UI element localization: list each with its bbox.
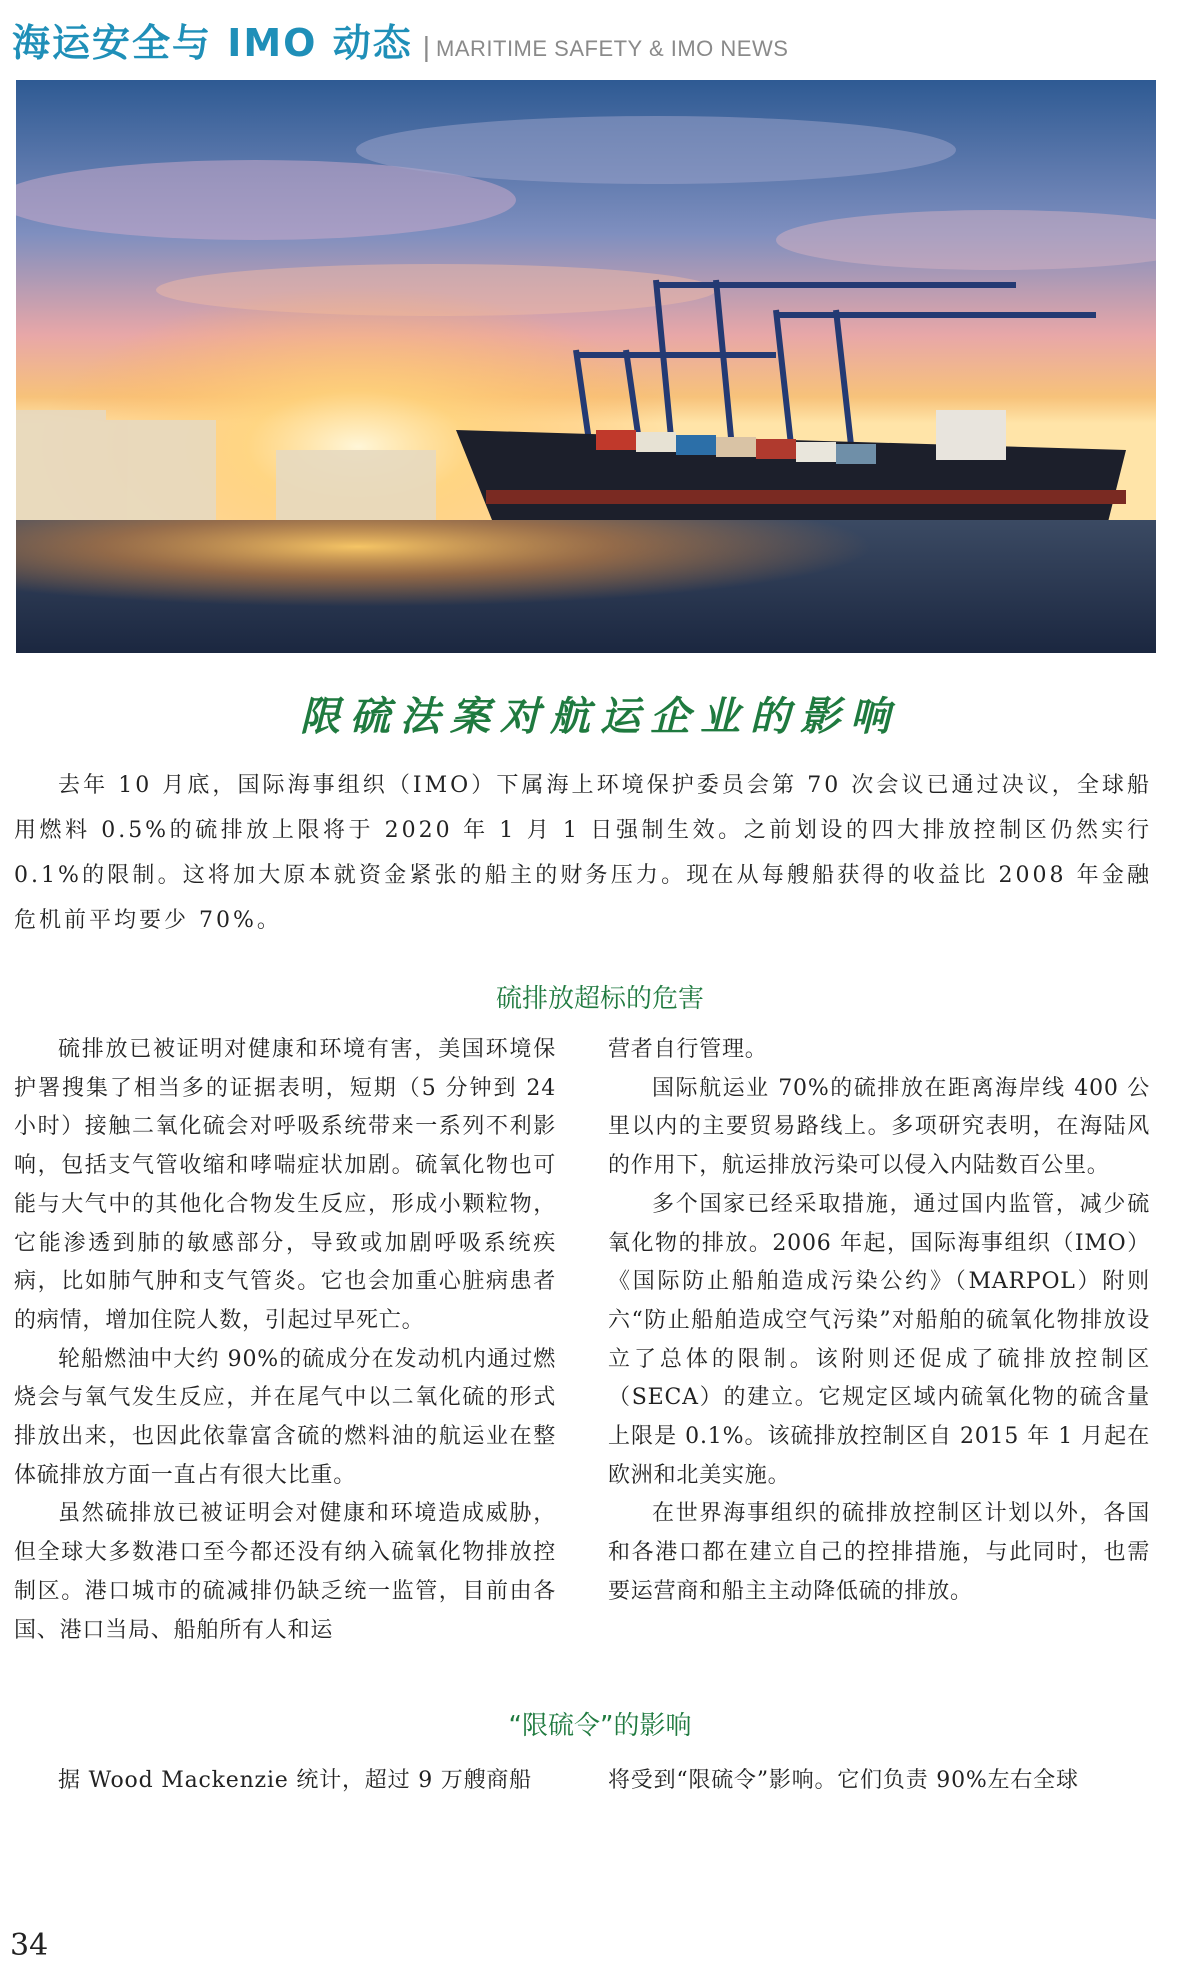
header-title-en: MARITIME SAFETY & IMO NEWS bbox=[436, 36, 789, 61]
section-heading-sulfur-harm: 硫排放超标的危害 bbox=[495, 984, 704, 1014]
intro-paragraph: 去年 10 月底，国际海事组织（IMO）下属海上环境保护委员会第 70 次会议已通过决议，全球船用燃料 0.5%的硫排放上限将于 2020 年 1 月 1 日强制生效。之前划设的四大排放控制区仍然实行 0.1%的限制。这将加大原本就资金紧张的船主的财务压力。现在从每艘船获得的收益比 2008 年金融危机前平均要少 70%。 bbox=[14, 773, 1152, 933]
paragraph-continuation: 营者自行管理。 bbox=[608, 1037, 768, 1062]
right-column bbox=[608, 1031, 1150, 1612]
paragraph: 据 Wood Mackenzie 统计，超过 9 万艘商船 bbox=[58, 1768, 532, 1793]
left-column-bottom bbox=[14, 1762, 556, 1801]
port-sunset-photo bbox=[16, 80, 1156, 653]
paragraph: 多个国家已经采取措施，通过国内监管，减少硫氧化物的排放。2006 年起，国际海事组织（IMO）《国际防止船舶造成污染公约》（MARPOL）附则六“防止船舶造成空气污染”对船舶的硫氧化物排放设立了总体的限制。该附则还促成了硫排放控制区（SECA）的建立。它规定区域内硫氧化物的硫含量上限是 0.1%。该硫排放控制区自 2015 年 1 月起在欧洲和北美实施。 bbox=[608, 1191, 1150, 1488]
paragraph: 硫排放已被证明对健康和环境有害，美国环境保护署搜集了相当多的证据表明，短期（5 分钟到 24 小时）接触二氧化硫会对呼吸系统带来一系列不利影响，包括支气管收缩和哮喘症状加剧。硫氧化物也可能与大气中的其他化合物发生反应，形成小颗粒物，它能渗透到肺的敏感部分，导致或加剧呼吸系统疾病，比如肺气肿和支气管炎。它也会加重心脏病患者的病情，增加住院人数，引起过早死亡。 bbox=[14, 1037, 556, 1333]
header-title-cn: 海运安全与 IMO 动态 bbox=[12, 21, 413, 65]
paragraph: 虽然硫排放已被证明会对健康和环境造成威胁，但全球大多数港口至今都还没有纳入硫氧化物排放控制区。港口城市的硫减排仍缺乏统一监管，目前由各国、港口当局、船舶所有人和运 bbox=[14, 1501, 556, 1643]
paragraph-continuation: 将受到“限硫令”影响。它们负责 90%左右全球 bbox=[608, 1768, 1079, 1793]
paragraph: 在世界海事组织的硫排放控制区计划以外，各国和各港口都在建立自己的控排措施，与此同时，也需要运营商和船主主动降低硫的排放。 bbox=[608, 1501, 1150, 1604]
article-title: 限硫法案对航运企业的影响 bbox=[300, 693, 900, 740]
page-number: 34 bbox=[10, 1928, 49, 1963]
left-column bbox=[14, 1031, 556, 1650]
paragraph: 轮船燃油中大约 90%的硫成分在发动机内通过燃烧会与氧气发生反应，并在尾气中以二氧化硫的形式排放出来，也因此依靠富含硫的燃料油的航运业在整体硫排放方面一直占有很大比重。 bbox=[14, 1346, 556, 1488]
section-header bbox=[12, 12, 789, 65]
header-separator: | bbox=[422, 31, 430, 62]
right-column-bottom bbox=[608, 1762, 1150, 1801]
paragraph: 国际航运业 70%的硫排放在距离海岸线 400 公里以内的主要贸易路线上。多项研究表明，在海陆风的作用下，航运排放污染可以侵入内陆数百公里。 bbox=[608, 1075, 1150, 1179]
section-heading-sulfur-order: “限硫令”的影响 bbox=[508, 1711, 692, 1741]
